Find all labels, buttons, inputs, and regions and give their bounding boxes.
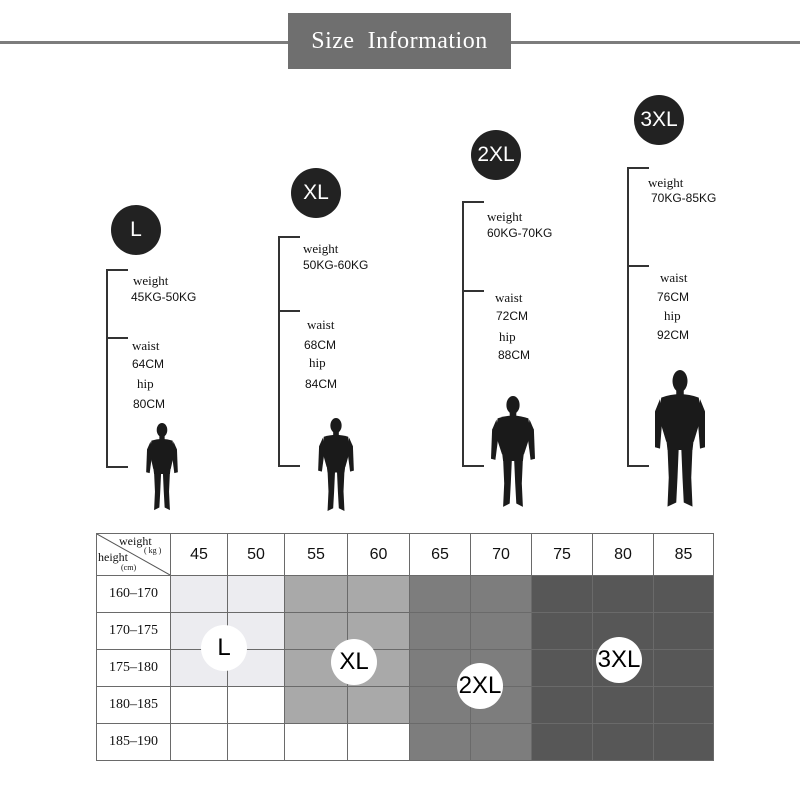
weight-label: weight xyxy=(303,241,339,256)
table-corner-cell xyxy=(97,534,171,576)
height-row-label: 175–180 xyxy=(97,650,171,687)
waist-label: waist xyxy=(132,338,160,353)
size-region-cell xyxy=(654,687,714,724)
waist-label: waist xyxy=(307,317,335,332)
size-badge-3xl: 3XL xyxy=(634,95,684,145)
size-region-cell xyxy=(348,576,410,613)
size-region-cell xyxy=(228,687,285,724)
waist-label: waist xyxy=(495,290,523,305)
weight-label: weight xyxy=(133,273,169,288)
waist-value: 76CM xyxy=(657,290,690,304)
table-size-badge-3xl: 3XL xyxy=(596,637,642,683)
hip-value: 84CM xyxy=(305,377,338,391)
bracket-tick xyxy=(278,236,300,238)
table-row xyxy=(97,724,714,761)
bracket-tick xyxy=(627,167,649,169)
weight-header-cell: 65 xyxy=(410,534,471,576)
hip-value: 88CM xyxy=(498,348,531,362)
height-row-label: 170–175 xyxy=(97,613,171,650)
waist-label: waist xyxy=(660,270,688,285)
size-region-cell xyxy=(471,613,532,650)
height-row-label: 160–170 xyxy=(97,576,171,613)
size-region-cell xyxy=(228,576,285,613)
bracket-line xyxy=(278,237,280,467)
bracket-tick xyxy=(627,265,649,267)
body-silhouette-icon xyxy=(143,423,181,511)
hip-label: hip xyxy=(309,355,326,370)
height-row-label: 180–185 xyxy=(97,687,171,724)
bracket-tick xyxy=(462,465,484,467)
table-size-badge-2xl: 2XL xyxy=(457,663,503,709)
size-region-cell xyxy=(285,687,348,724)
table-size-badge-l: L xyxy=(201,625,247,671)
weight-header-cell: 70 xyxy=(471,534,532,576)
size-region-cell xyxy=(171,576,228,613)
weight-header-cell: 85 xyxy=(654,534,714,576)
size-region-cell xyxy=(654,724,714,761)
table-row xyxy=(97,687,714,724)
bracket-line xyxy=(106,270,108,468)
bracket-tick xyxy=(627,465,649,467)
size-region-cell xyxy=(593,724,654,761)
bracket-line xyxy=(627,168,629,467)
bracket-tick xyxy=(462,201,484,203)
table-row xyxy=(97,576,714,613)
weight-range: 45KG-50KG xyxy=(131,290,197,304)
size-region-cell xyxy=(471,576,532,613)
size-region-cell xyxy=(228,724,285,761)
size-region-cell xyxy=(410,724,471,761)
bracket-tick xyxy=(106,466,128,468)
size-region-cell xyxy=(593,576,654,613)
weight-header-cell: 80 xyxy=(593,534,654,576)
weight-range: 70KG-85KG xyxy=(651,191,717,205)
body-silhouette-icon xyxy=(315,418,357,512)
size-region-cell xyxy=(285,724,348,761)
weight-header-cell: 55 xyxy=(285,534,348,576)
size-region-cell xyxy=(532,613,593,650)
size-region-cell xyxy=(471,724,532,761)
size-region-cell xyxy=(532,724,593,761)
size-region-cell xyxy=(532,650,593,687)
waist-value: 64CM xyxy=(132,357,165,371)
size-region-cell xyxy=(654,613,714,650)
size-region-cell xyxy=(532,576,593,613)
height-row-label: 185–190 xyxy=(97,724,171,761)
corner-weight-label: weight xyxy=(119,534,152,548)
size-badge-xl: XL xyxy=(291,168,341,218)
corner-height-label: height xyxy=(98,550,128,564)
hip-value: 92CM xyxy=(657,328,690,342)
size-region-cell xyxy=(532,687,593,724)
bracket-tick xyxy=(278,310,300,312)
weight-header-cell: 45 xyxy=(171,534,228,576)
table-size-badge-xl: XL xyxy=(331,639,377,685)
weight-range: 60KG-70KG xyxy=(487,226,553,240)
bracket-line xyxy=(462,202,464,467)
waist-value: 72CM xyxy=(496,309,529,323)
page-title: Size Information xyxy=(288,13,511,69)
weight-header-cell: 75 xyxy=(532,534,593,576)
size-region-cell xyxy=(348,724,410,761)
size-region-cell xyxy=(593,687,654,724)
bracket-tick xyxy=(462,290,484,292)
size-region-cell xyxy=(171,724,228,761)
size-region-cell xyxy=(654,576,714,613)
table-header-row xyxy=(97,534,714,576)
size-region-cell xyxy=(348,687,410,724)
hip-label: hip xyxy=(137,376,154,391)
waist-value: 68CM xyxy=(304,338,337,352)
size-badge-l: L xyxy=(111,205,161,255)
bracket-tick xyxy=(106,269,128,271)
corner-weight-unit: ( kg ) xyxy=(144,546,162,555)
hip-label: hip xyxy=(664,308,681,323)
size-region-cell xyxy=(171,687,228,724)
size-region-cell xyxy=(654,650,714,687)
weight-label: weight xyxy=(487,209,523,224)
hip-label: hip xyxy=(499,329,516,344)
weight-label: weight xyxy=(648,175,684,190)
bracket-tick xyxy=(278,465,300,467)
weight-header-cell: 50 xyxy=(228,534,285,576)
weight-header-cell: 60 xyxy=(348,534,410,576)
bracket-tick xyxy=(106,337,128,339)
hip-value: 80CM xyxy=(133,397,166,411)
size-region-cell xyxy=(410,613,471,650)
body-silhouette-icon xyxy=(491,396,535,508)
body-silhouette-icon xyxy=(655,370,705,508)
size-region-cell xyxy=(285,576,348,613)
corner-height-unit: (cm) xyxy=(121,563,137,572)
size-region-cell xyxy=(410,576,471,613)
weight-range: 50KG-60KG xyxy=(303,258,369,272)
size-badge-2xl: 2XL xyxy=(471,130,521,180)
